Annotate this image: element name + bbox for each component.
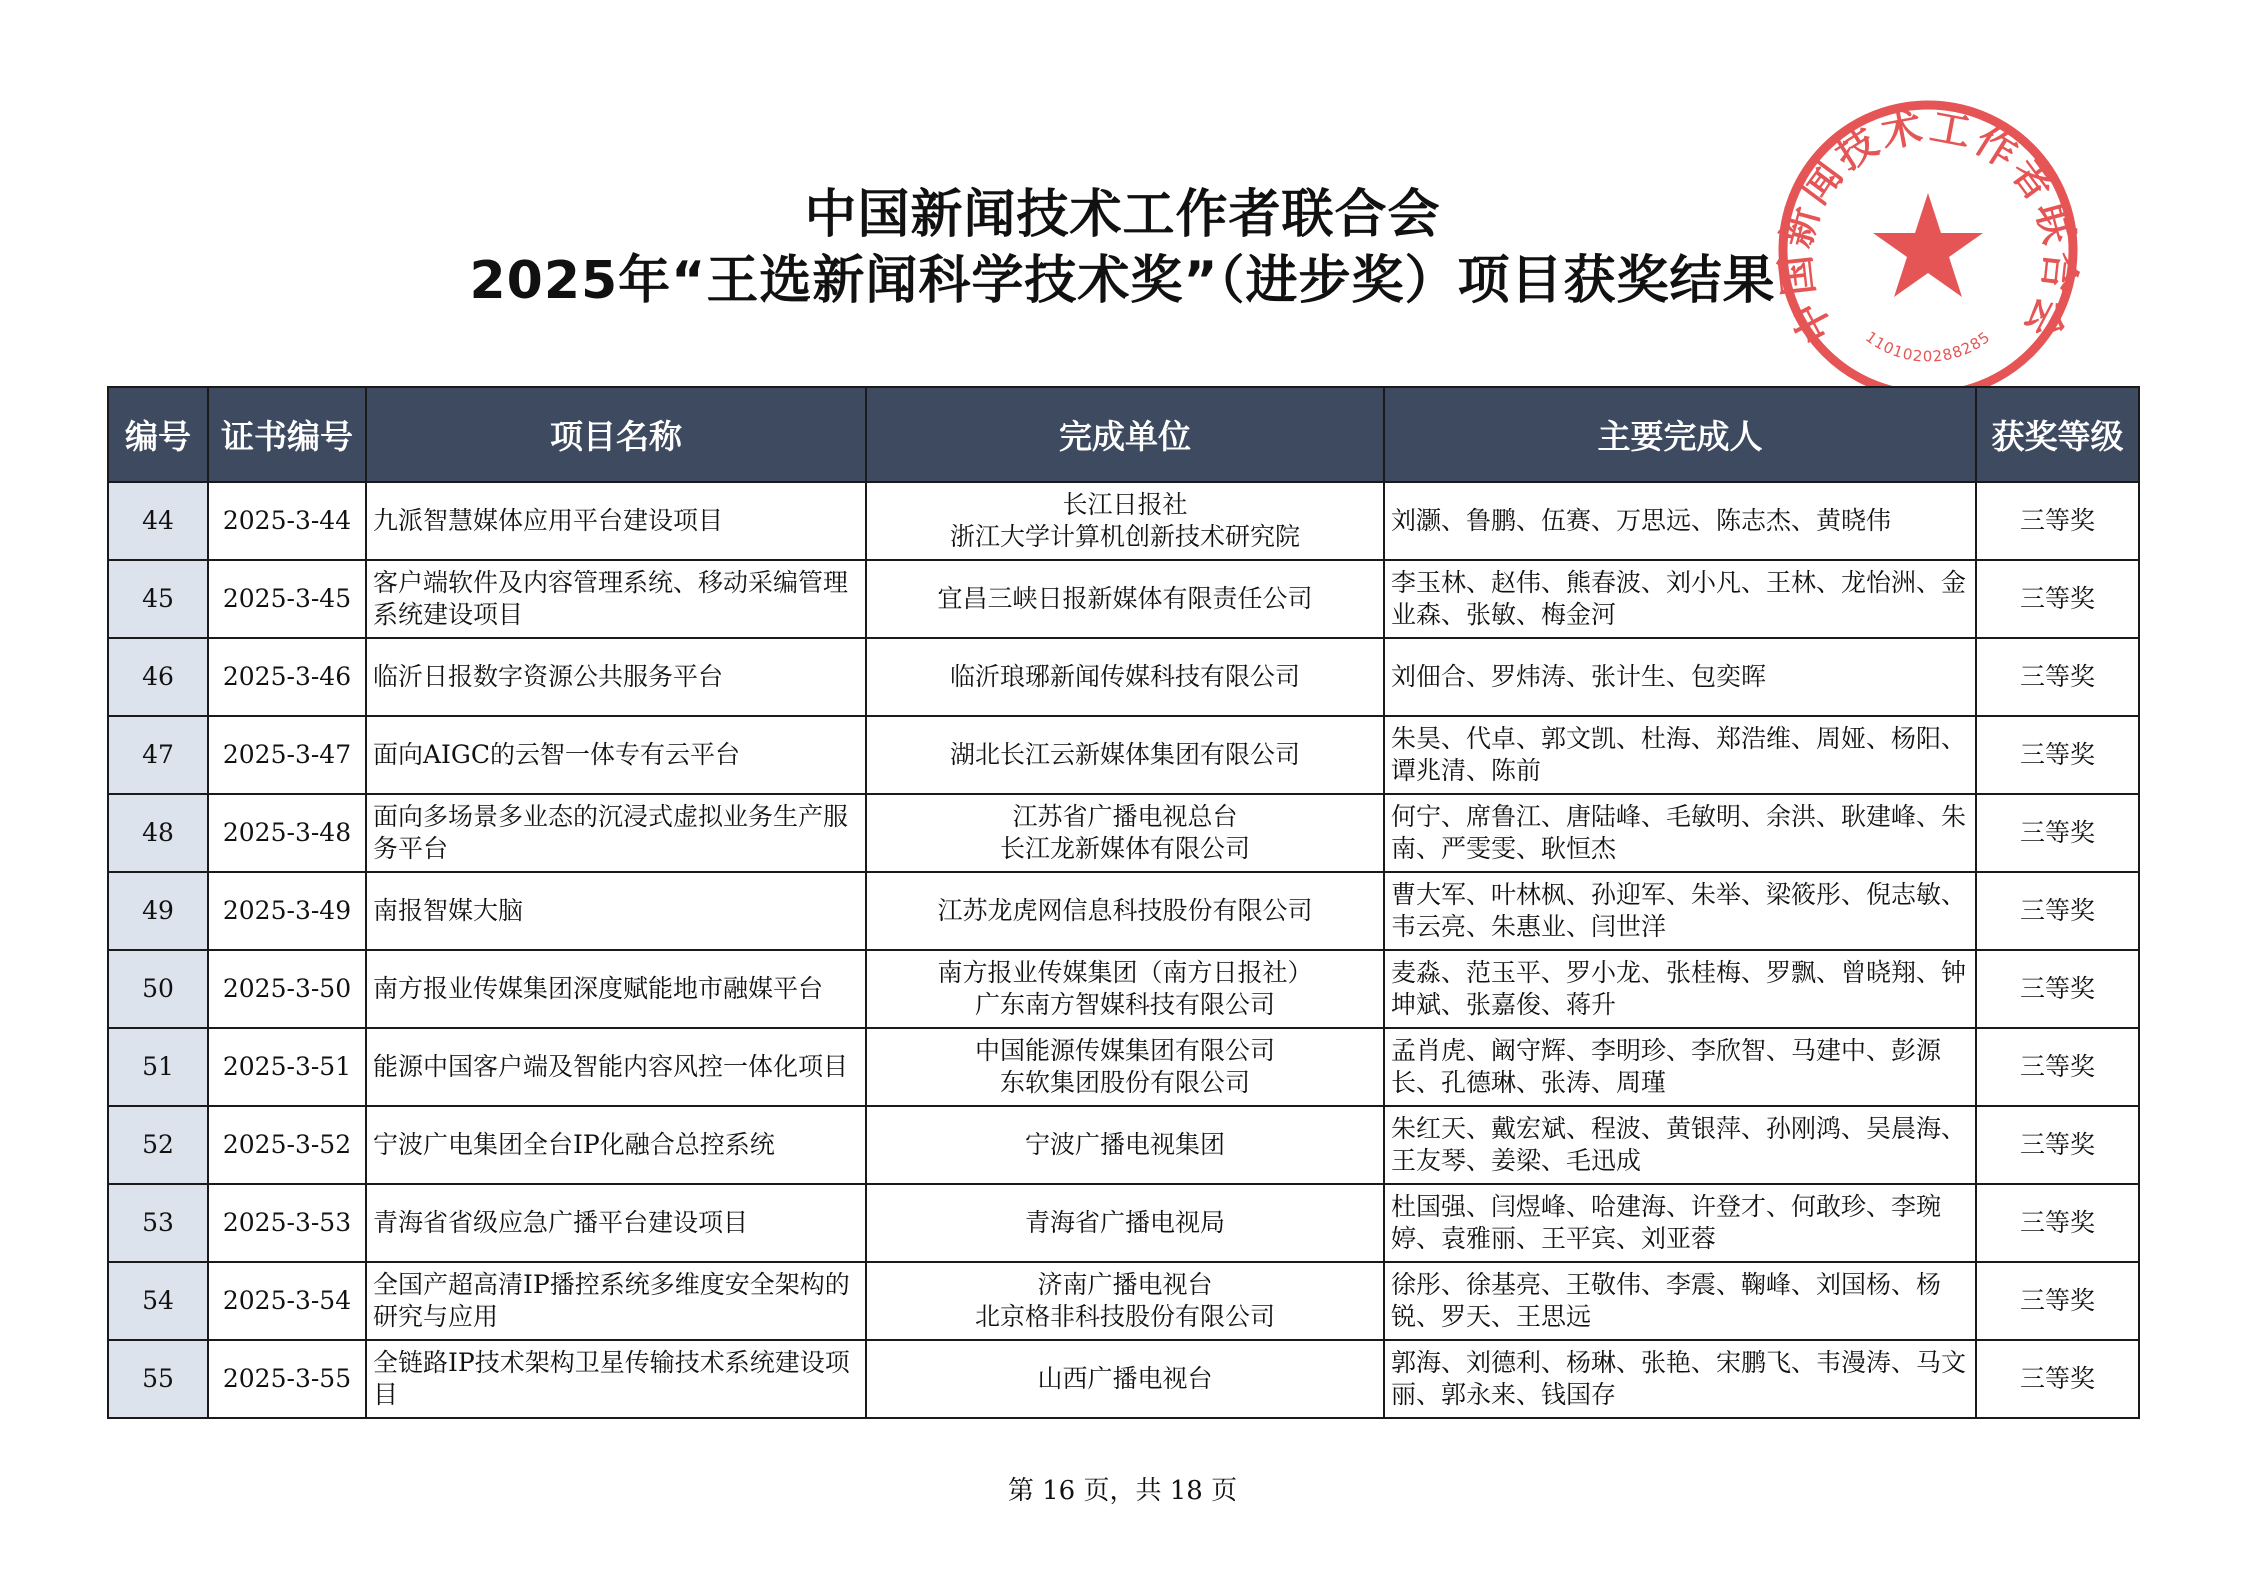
cell-unit: 湖北长江云新媒体集团有限公司 xyxy=(866,716,1384,794)
cell-no: 50 xyxy=(108,950,208,1028)
cell-unit: 宜昌三峡日报新媒体有限责任公司 xyxy=(866,560,1384,638)
cell-cert: 2025-3-48 xyxy=(208,794,366,872)
cell-people: 孟肖虎、阚守辉、李明珍、李欣智、马建中、彭源长、孔德琳、张涛、周瑾 xyxy=(1384,1028,1976,1106)
cell-cert: 2025-3-52 xyxy=(208,1106,366,1184)
cell-people: 杜国强、闫煜峰、哈建海、许登才、何敢珍、李琬婷、袁雅丽、王平宾、刘亚蓉 xyxy=(1384,1184,1976,1262)
header-people: 主要完成人 xyxy=(1384,387,1976,482)
svg-text:中国新闻技术工作者联合会: 中国新闻技术工作者联合会 xyxy=(1772,103,2084,351)
table-row xyxy=(108,560,2139,638)
cell-people: 刘佃合、罗炜涛、张计生、包奕晖 xyxy=(1384,638,1976,716)
cell-unit: 中国能源传媒集团有限公司 东软集团股份有限公司 xyxy=(866,1028,1384,1106)
cell-project: 客户端软件及内容管理系统、移动采编管理系统建设项目 xyxy=(366,560,866,638)
cell-no: 52 xyxy=(108,1106,208,1184)
cell-people: 郭海、刘德利、杨琳、张艳、宋鹏飞、韦漫涛、马文丽、郭永来、钱国存 xyxy=(1384,1340,1976,1418)
cell-cert: 2025-3-46 xyxy=(208,638,366,716)
cell-cert: 2025-3-44 xyxy=(208,482,366,560)
cell-unit: 青海省广播电视局 xyxy=(866,1184,1384,1262)
cell-level: 三等奖 xyxy=(1976,872,2139,950)
cell-no: 53 xyxy=(108,1184,208,1262)
table-row xyxy=(108,638,2139,716)
cell-project: 全链路IP技术架构卫星传输技术系统建设项目 xyxy=(366,1340,866,1418)
table-row xyxy=(108,1340,2139,1418)
cell-project: 九派智慧媒体应用平台建设项目 xyxy=(366,482,866,560)
cell-level: 三等奖 xyxy=(1976,1028,2139,1106)
cell-unit: 长江日报社 浙江大学计算机创新技术研究院 xyxy=(866,482,1384,560)
cell-unit: 宁波广播电视集团 xyxy=(866,1106,1384,1184)
header-cert: 证书编号 xyxy=(208,387,366,482)
cell-no: 47 xyxy=(108,716,208,794)
cell-people: 何宁、席鲁江、唐陆峰、毛敏明、余洪、耿建峰、朱南、严雯雯、耿恒杰 xyxy=(1384,794,1976,872)
table-row xyxy=(108,1028,2139,1106)
cell-unit: 江苏龙虎网信息科技股份有限公司 xyxy=(866,872,1384,950)
cell-no: 54 xyxy=(108,1262,208,1340)
cell-people: 朱昊、代卓、郭文凯、杜海、郑浩维、周娅、杨阳、谭兆清、陈前 xyxy=(1384,716,1976,794)
cell-unit: 临沂琅琊新闻传媒科技有限公司 xyxy=(866,638,1384,716)
header-project: 项目名称 xyxy=(366,387,866,482)
cell-project: 面向AIGC的云智一体专有云平台 xyxy=(366,716,866,794)
cell-cert: 2025-3-45 xyxy=(208,560,366,638)
cell-project: 宁波广电集团全台IP化融合总控系统 xyxy=(366,1106,866,1184)
cell-level: 三等奖 xyxy=(1976,482,2139,560)
table-row xyxy=(108,950,2139,1028)
cell-level: 三等奖 xyxy=(1976,716,2139,794)
cell-no: 55 xyxy=(108,1340,208,1418)
cell-level: 三等奖 xyxy=(1976,560,2139,638)
header-no: 编号 xyxy=(108,387,208,482)
cell-level: 三等奖 xyxy=(1976,1262,2139,1340)
cell-people: 朱红天、戴宏斌、程波、黄银萍、孙刚鸿、吴晨海、王友琴、姜梁、毛迅成 xyxy=(1384,1106,1976,1184)
cell-cert: 2025-3-54 xyxy=(208,1262,366,1340)
cell-unit: 济南广播电视台 北京格非科技股份有限公司 xyxy=(866,1262,1384,1340)
cell-no: 44 xyxy=(108,482,208,560)
table-row xyxy=(108,482,2139,560)
cell-cert: 2025-3-50 xyxy=(208,950,366,1028)
cell-level: 三等奖 xyxy=(1976,1106,2139,1184)
cell-no: 46 xyxy=(108,638,208,716)
official-seal-icon xyxy=(1768,95,2088,405)
cell-level: 三等奖 xyxy=(1976,950,2139,1028)
page-title: 2025年“王选新闻科学技术奖”（进步奖）项目获奖结果 xyxy=(469,251,1776,311)
table-row xyxy=(108,716,2139,794)
cell-project: 全国产超高清IP播控系统多维度安全架构的研究与应用 xyxy=(366,1262,866,1340)
cell-level: 三等奖 xyxy=(1976,1184,2139,1262)
cell-level: 三等奖 xyxy=(1976,638,2139,716)
cell-project: 南报智媒大脑 xyxy=(366,872,866,950)
cell-cert: 2025-3-51 xyxy=(208,1028,366,1106)
table-header-row xyxy=(108,387,2139,482)
cell-no: 45 xyxy=(108,560,208,638)
awards-table xyxy=(107,386,2140,1419)
table-row xyxy=(108,1106,2139,1184)
cell-no: 48 xyxy=(108,794,208,872)
cell-level: 三等奖 xyxy=(1976,794,2139,872)
table-row xyxy=(108,1262,2139,1340)
cell-level: 三等奖 xyxy=(1976,1340,2139,1418)
cell-people: 刘灏、鲁鹏、伍赛、万思远、陈志杰、黄晓伟 xyxy=(1384,482,1976,560)
table-row xyxy=(108,794,2139,872)
svg-text:1101020288285: 1101020288285 xyxy=(1862,327,1994,366)
cell-no: 49 xyxy=(108,872,208,950)
cell-unit: 南方报业传媒集团（南方日报社） 广东南方智媒科技有限公司 xyxy=(866,950,1384,1028)
header-level: 获奖等级 xyxy=(1976,387,2139,482)
cell-people: 曹大军、叶林枫、孙迎军、朱举、梁筱彤、倪志敏、韦云亮、朱惠业、闫世洋 xyxy=(1384,872,1976,950)
cell-people: 麦淼、范玉平、罗小龙、张桂梅、罗飘、曾晓翔、钟坤斌、张嘉俊、蒋升 xyxy=(1384,950,1976,1028)
cell-project: 临沂日报数字资源公共服务平台 xyxy=(366,638,866,716)
cell-cert: 2025-3-49 xyxy=(208,872,366,950)
page-number: 第 16 页，共 18 页 xyxy=(1007,1476,1238,1506)
table-row xyxy=(108,1184,2139,1262)
cell-no: 51 xyxy=(108,1028,208,1106)
table-row xyxy=(108,872,2139,950)
cell-people: 徐彤、徐基亮、王敬伟、李震、鞠峰、刘国杨、杨锐、罗天、王思远 xyxy=(1384,1262,1976,1340)
cell-project: 能源中国客户端及智能内容风控一体化项目 xyxy=(366,1028,866,1106)
cell-unit: 山西广播电视台 xyxy=(866,1340,1384,1418)
cell-people: 李玉林、赵伟、熊春波、刘小凡、王林、龙怡洲、金业森、张敏、梅金河 xyxy=(1384,560,1976,638)
cell-project: 南方报业传媒集团深度赋能地市融媒平台 xyxy=(366,950,866,1028)
cell-cert: 2025-3-47 xyxy=(208,716,366,794)
header-unit: 完成单位 xyxy=(866,387,1384,482)
cell-unit: 江苏省广播电视总台 长江龙新媒体有限公司 xyxy=(866,794,1384,872)
cell-project: 面向多场景多业态的沉浸式虚拟业务生产服务平台 xyxy=(366,794,866,872)
cell-cert: 2025-3-53 xyxy=(208,1184,366,1262)
cell-project: 青海省省级应急广播平台建设项目 xyxy=(366,1184,866,1262)
org-title: 中国新闻技术工作者联合会 xyxy=(804,185,1441,245)
cell-cert: 2025-3-55 xyxy=(208,1340,366,1418)
